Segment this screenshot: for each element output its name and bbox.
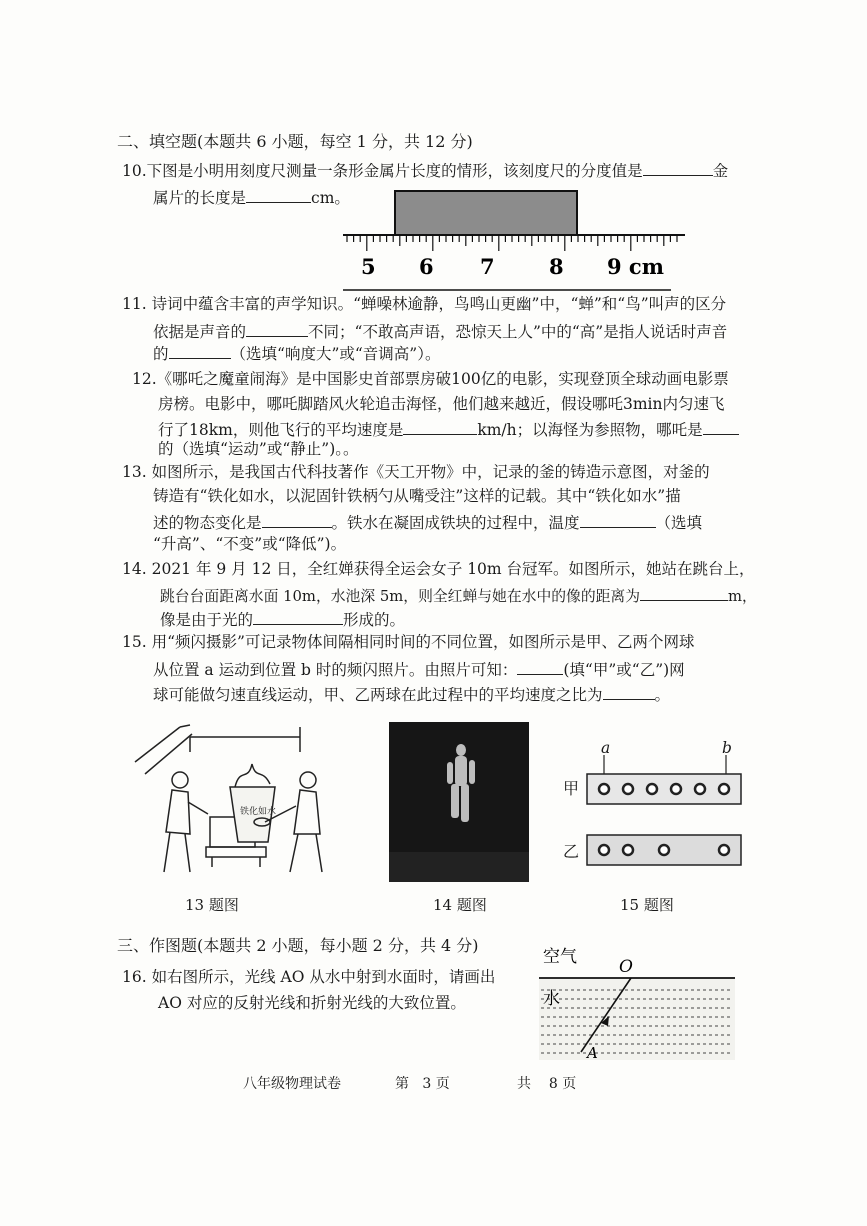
q14-line3 [160, 610, 405, 629]
q12-line2: 房榜。电影中，哪吒脚踏风火轮追击海怪，他们越来越近，假设哪吒3min内匀速飞 [158, 395, 725, 413]
row-jia-label: 甲 [563, 779, 580, 798]
q16-text1: 如右图所示，光线 AO 从水中射到水面时，请画出 [151, 968, 496, 986]
strobe-row-jia [586, 773, 742, 805]
figure15-caption: 15 题图 [620, 896, 674, 914]
q14-line2 [160, 586, 757, 605]
q15-line2 [153, 660, 685, 679]
ruler-label-6: 6 [419, 254, 434, 279]
q11-line3 [153, 344, 440, 363]
q10-text2a: 属片的长度是 [153, 189, 247, 207]
q13-text3c: （选填 [655, 514, 703, 532]
q11-text3b: （选填“响度大”或“音调高”）。 [230, 345, 441, 363]
q15-blank1[interactable] [517, 660, 563, 675]
q14-number: 14. [122, 560, 147, 578]
q11-text3a: 的 [153, 345, 169, 363]
point-a-label: A [587, 1044, 598, 1062]
q11-number: 11. [122, 295, 147, 313]
section2-heading: 二、填空题(本题共 6 小题，每空 1 分，共 12 分) [117, 132, 473, 151]
row-yi-label: 乙 [563, 842, 580, 861]
ball-jia [671, 784, 681, 794]
q13-text3b: 。铁水在凝固成铁块的过程中，温度 [331, 514, 580, 532]
q12-line1 [132, 372, 729, 388]
q11-text2b: 不同；“不敢高声语，恐惊天上人”中的“高”是指人说话时声音 [308, 323, 728, 341]
q12-number: 12. [132, 370, 157, 388]
q15-line1 [122, 635, 694, 651]
figure16-refraction [535, 938, 741, 1062]
q14-blank2[interactable] [253, 610, 343, 625]
q16-number: 16. [122, 968, 147, 986]
q16-line1 [122, 970, 495, 986]
figure13-casting-illustration [130, 722, 330, 882]
footer-page-suffix: 页 [435, 1076, 450, 1092]
q13-line2: 铸造有“铁化如水，以泥固针铁柄勺从嘴受注”这样的记载。其中“铁化如水”描 [153, 487, 681, 505]
q10-blank1[interactable] [643, 161, 713, 176]
q10-line1 [122, 161, 728, 180]
q14-text2b: m， [728, 588, 757, 605]
q11-blank1[interactable] [246, 322, 308, 337]
label-a: a [601, 739, 611, 757]
footer-total-suffix: 页 [562, 1076, 577, 1092]
label-b: b [722, 739, 732, 757]
q15-line3 [153, 685, 670, 704]
ruler-label-8: 8 [549, 254, 564, 279]
footer-total [517, 1073, 576, 1093]
q12-line3 [158, 420, 739, 439]
figure13-caption: 13 题图 [185, 896, 239, 914]
strobe-row-yi [586, 834, 742, 866]
q13-line4: “升高”、“不变”或“降低”)。 [153, 535, 347, 553]
point-o-label: O [619, 957, 633, 977]
footer-total-prefix: 共 [517, 1076, 531, 1092]
ball-yi [623, 845, 633, 855]
q13-text1: 如图所示，是我国古代科技著作《天工开物》中，记录的釜的铸造示意图，对釜的 [151, 463, 710, 481]
footer-page-number: 3 [422, 1076, 432, 1092]
q10-line2 [153, 188, 350, 207]
q14-text2a: 跳台台面距离水面 10m，水池深 5m，则全红蝉与她在水中的像的距离为 [160, 588, 641, 605]
q10-text2b: cm。 [311, 189, 350, 207]
section3-heading: 三、作图题(本题共 2 小题，每小题 2 分，共 4 分) [117, 936, 479, 955]
q11-line1 [122, 297, 726, 313]
q14-blank1[interactable] [640, 586, 728, 601]
q10-text1: 下图是小明用刻度尺测量一条形金属片长度的情形，该刻度尺的分度值是 [146, 162, 643, 180]
ball-yi [599, 845, 609, 855]
q15-text1: 用“频闪摄影”可记录物体间隔相同时间的不同位置，如图所示是甲、乙两个网球 [151, 633, 695, 651]
ball-jia [623, 784, 633, 794]
q15-blank2[interactable] [603, 685, 655, 700]
q15-text3b: 。 [654, 686, 671, 704]
q16-line2: AO 对应的反射光线和折射光线的大致位置。 [158, 994, 466, 1012]
ruler-ticks [347, 235, 677, 251]
figure14-diver-photo [389, 722, 529, 882]
figure14-caption: 14 题图 [433, 896, 487, 914]
q13-text3a: 述的物态变化是 [153, 514, 262, 532]
ball-jia [599, 784, 609, 794]
q13-line1 [122, 465, 710, 481]
diver-silhouette [389, 722, 529, 882]
ruler-label-7: 7 [480, 254, 495, 279]
q13-blank1[interactable] [262, 513, 332, 528]
ball-jia [695, 784, 705, 794]
ball-yi [719, 845, 729, 855]
q10-blank2[interactable] [246, 188, 311, 203]
ball-yi [659, 845, 669, 855]
ruler-label-9cm: 9 cm [607, 254, 664, 279]
q11-blank2[interactable] [169, 344, 231, 359]
q12-text3b: km/h；以海怪为参照物，哪吒是 [477, 421, 703, 439]
pot-text: 铁化如水 [240, 807, 277, 817]
q11-text1: 诗词中蕴含丰富的声学知识。“蝉噪林逾静，鸟鸣山更幽”中，“蝉”和“鸟”叫声的区分 [151, 295, 727, 313]
q13-blank2[interactable] [580, 513, 656, 528]
footer-subject: 八年级物理试卷 [243, 1076, 341, 1092]
q12-text1: 《哪吒之魔童闹海》是中国影史首部票房破100亿的电影，实现登顶全球动画电影票 [156, 370, 729, 388]
q11-line2 [153, 322, 727, 341]
q13-line3 [153, 513, 702, 532]
q15-number: 15. [122, 633, 147, 651]
metal-strip [395, 191, 577, 235]
ball-jia [647, 784, 657, 794]
q13-number: 13. [122, 463, 147, 481]
air-label: 空气 [543, 947, 577, 967]
q11-text2a: 依据是声音的 [153, 323, 247, 341]
water-label: 水 [543, 989, 560, 1009]
footer-page-prefix: 第 [395, 1076, 409, 1092]
q10-text1-tail: 金 [712, 162, 729, 180]
q14-text3b: 形成的。 [343, 611, 406, 629]
footer-total-number: 8 [548, 1076, 558, 1092]
ruler-label-5: 5 [361, 254, 376, 279]
q12-blank1[interactable] [403, 420, 477, 435]
q12-line4: 的（选填“运动”或“静止”)。。 [158, 440, 359, 458]
q14-line1 [122, 562, 755, 578]
footer-page [395, 1073, 450, 1093]
q15-text2b: (填“甲”或“乙”)网 [563, 661, 685, 679]
ruler-figure [335, 186, 695, 296]
q12-blank2[interactable] [703, 420, 739, 435]
q15-text3a: 球可能做匀速直线运动，甲、乙两球在此过程中的平均速度之比为 [153, 686, 603, 704]
q15-text2a: 从位置 a 运动到位置 b 时的频闪照片。由照片可知： [153, 661, 518, 679]
q10-number: 10. [122, 162, 147, 180]
ball-jia [719, 784, 729, 794]
q14-text1: 2021 年 9 月 12 日，全红婵获得全运会女子 10m 台冠军。如图所示，她站在跳台上， [151, 560, 755, 578]
q14-text3a: 像是由于光的 [160, 611, 254, 629]
q12-text3a: 行了18km，则他飞行的平均速度是 [158, 421, 404, 439]
